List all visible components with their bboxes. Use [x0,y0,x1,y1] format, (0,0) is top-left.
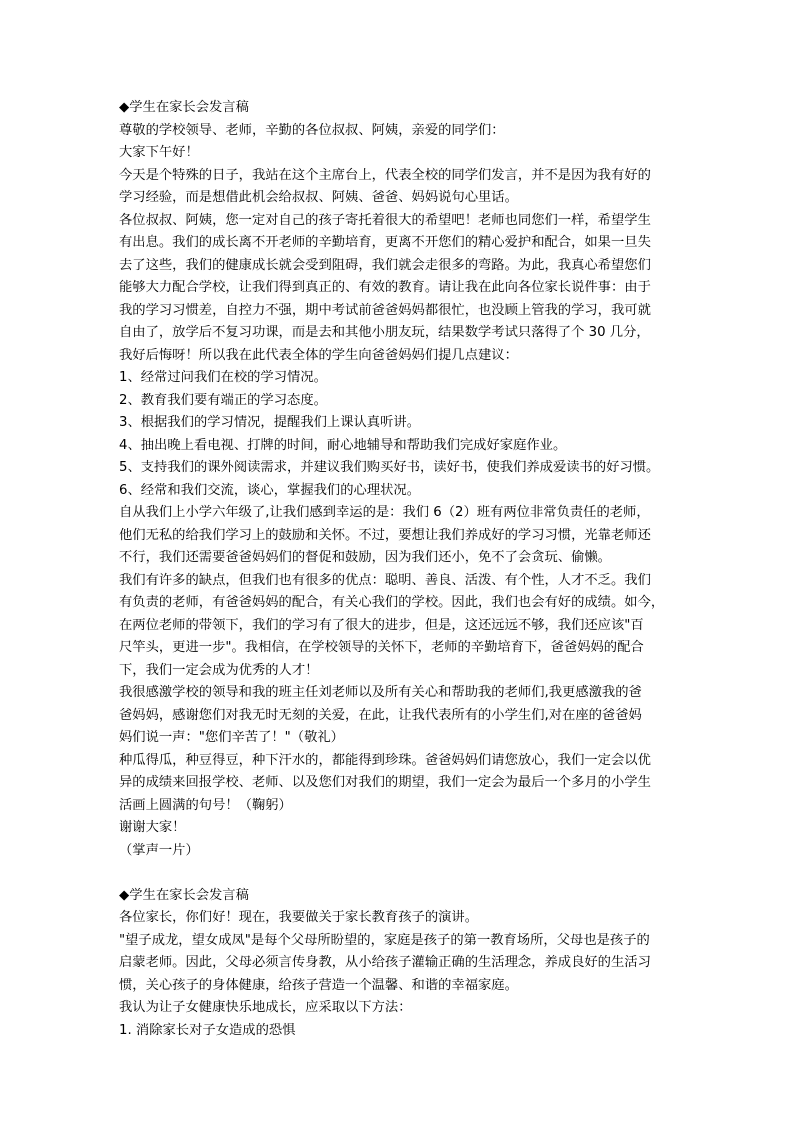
paragraph-line: 有负责的老师，有爸爸妈妈的配合，有关心我们的学校。因此，我们也会有好的成绩。如今， [119,595,665,610]
section-heading: ◆学生在家长会发言稿 [119,887,249,903]
paragraph-line: 去了这些，我们的健康成长就会受到阻碍，我们就会走很多的弯路。为此，我真心希望您们 [119,257,651,273]
paragraph-line: 自从我们上小学六年级了,让我们感到幸运的是：我们 6（2）班有两位非常负责任的老师， [119,505,650,520]
section-heading: ◆学生在家长会发言稿 [119,100,249,115]
paragraph-line: 在两位老师的带领下，我们的学习有了很大的进步，但是，这还远远不够，我们还应该"百 [119,617,644,633]
paragraph-line: 爸妈妈，感谢您们对我无时无刻的关爱，在此，让我代表所有的小学生们,对在座的爸爸妈 [119,707,642,723]
paragraph-line: 妈们说一声："您们辛苦了！"（敬礼） [119,730,344,745]
greeting-line: 大家下午好！ [119,145,199,160]
paragraph-line: 自由了，放学后不复习功课，而是去和其他小朋友玩，结果数学考试只落得了个 30 几分， [119,325,650,340]
salutation-line: 尊敬的学校领导、老师，辛勤的各位叔叔、阿姨，亲爱的同学们： [119,122,505,138]
paragraph-line: 学习经验，而是想借此机会给叔叔、阿姨、爸爸、妈妈说句心里话。 [119,190,518,205]
list-item: 3、根据我们的学习情况，提醒我们上课认真听讲。 [119,415,420,430]
paragraph-line: 启蒙老师。因此，父母必须言传身教，从小给孩子灌输正确的生活理念，养成良好的生活习 [119,955,651,970]
paragraph-line: 有出息。我们的成长离不开老师的辛勤培育，更离不开您们的精心爱护和配合，如果一旦失 [119,235,651,250]
list-item: 1、经常过问我们在校的学习情况。 [119,370,327,385]
paragraph-line: 能够大力配合学校，让我们得到真正的、有效的教育。请让我在此向各位家长说件事：由于 [119,280,651,295]
paragraph-line: 活画上圆满的句号！（鞠躬） [119,797,292,813]
list-item: 4、抽出晚上看电视、打牌的时间，耐心地辅导和帮助我们完成好家庭作业。 [119,437,567,453]
paragraph-line: 我的学习习惯差，自控力不强，期中考试前爸爸妈妈都很忙，也没顾上管我的学习，我可就 [119,302,651,318]
paragraph-line: 我认为让子女健康快乐地成长，应采取以下方法： [119,1000,412,1015]
paragraph-line: 我们有许多的缺点，但我们也有很多的优点：聪明、善良、活泼、有个性，人才不乏。我们 [119,572,651,588]
closing-line: 谢谢大家！ [119,820,186,835]
salutation-line: 各位家长，你们好！现在，我要做关于家长教育孩子的演讲。 [119,910,479,925]
paragraph-line: 我很感激学校的领导和我的班主任刘老师以及所有关心和帮助我的老师们,我更感激我的爸 [119,685,642,700]
paragraph-line: 不行，我们还需要爸爸妈妈们的督促和鼓励，因为我们还小，免不了会贪玩、偷懒。 [119,550,611,565]
paragraph-line: 我好后悔呀！所以我在此代表全体的学生向爸爸妈妈们提几点建议： [119,347,518,363]
paragraph-line: 尺竿头，更进一步"。我相信，在学校领导的关怀下，老师的辛勤培育下，爸爸妈妈的配合 [119,640,644,655]
paragraph-line: 下，我们一定会成为优秀的人才！ [119,662,319,678]
paragraph-line: 他们无私的给我们学习上的鼓励和关怀。不过，要想让我们养成好的学习习惯，光靠老师还 [119,527,651,543]
list-item: 6、经常和我们交流，谈心，掌握我们的心理状况。 [119,482,420,498]
paragraph-line: 惯，关心孩子的身体健康，给孩子营造一个温馨、和谐的幸福家庭。 [119,977,518,993]
list-item: 2、教育我们要有端正的学习态度。 [119,392,327,408]
document-page [119,97,689,1042]
paragraph-line: 异的成绩来回报学校、老师、以及您们对我们的期望，我们一定会为最后一个多月的小学生 [119,775,651,790]
list-item: 1. 消除家长对子女造成的恐惧 [119,1022,296,1038]
list-item: 5、支持我们的课外阅读需求，并建议我们购买好书，读好书，使我们养成爱读书的好习惯。 [119,460,660,475]
blank-line [119,862,689,885]
closing-line: （掌声一片） [119,842,199,858]
paragraph-line: 各位叔叔、阿姨，您一定对自己的孩子寄托着很大的希望吧！老师也同您们一样，希望学生 [119,212,651,228]
paragraph-line: "望子成龙，望女成凤"是每个父母所盼望的，家庭是孩子的第一教育场所，父母也是孩子的 [119,932,650,948]
paragraph-line: 今天是个特殊的日子，我站在这个主席台上，代表全校的同学们发言，并不是因为我有好的 [119,167,651,183]
paragraph-line: 种瓜得瓜，种豆得豆，种下汗水的，都能得到珍珠。爸爸妈妈们请您放心，我们一定会以优 [119,752,651,768]
